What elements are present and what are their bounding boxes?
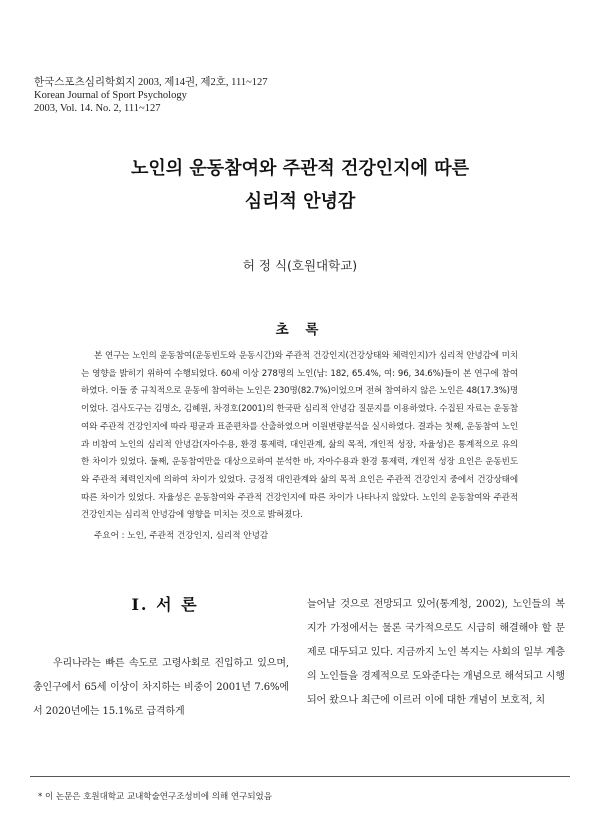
- journal-header: [34, 76, 268, 115]
- footnote-divider: [30, 776, 570, 777]
- title-line-2: 심리적 안녕감: [244, 191, 356, 212]
- journal-name-english: Korean Journal of Sport Psychology: [34, 90, 187, 101]
- journal-info-korean: 한국스포츠심리학회지 2003, 제14권, 제2호, 111~127: [34, 77, 268, 88]
- journal-volume-info: 2003, Vol. 14. No. 2, 111~127: [34, 103, 161, 114]
- abstract-heading: 초 록: [275, 322, 325, 338]
- body-column-right: 늘어날 것으로 전망되고 있어(통계청, 2002), 노인들의 복지가 가정에서는 물론 국가적으로도 시급히 해결해야 할 문제로 대두되고 있다. 지금까지 노인 복지는 사회의 일부 계층의 노인들을 경제적으로 도와준다는 개념으로 해석되고 시행되어 왔으나 최근에 이르러 이에 대한 개념이 보호적, 치: [307, 599, 565, 706]
- keywords: 주요어 : 노인, 주관적 건강인지, 심리적 안녕감: [94, 531, 269, 541]
- footnote: * 이 논문은 호원대학교 교내학술연구조성비에 의해 연구되었음: [38, 792, 272, 802]
- section-title: I. 서 론: [131, 595, 199, 614]
- body-column-left: 우리나라는 빠른 속도로 고령사회로 진입하고 있으며, 총인구에서 65세 이상이 차지하는 비중이 2001년 7.6%에서 2020년에는 15.1%로 급격하게: [33, 658, 289, 717]
- paper-title: [0, 152, 600, 218]
- author: 허 정 식(호원대학교): [242, 258, 358, 273]
- abstract-text: 본 연구는 노인의 운동참여(운동빈도와 운동시간)와 주관적 건강인지(건강상태와 체력인지)가 심리적 안녕감에 미치는 영향을 밝히기 위하여 수행되었다. 60세 이상 278명의 노인(남: 182, 65.4%, 여: 96, 34.6%)들이 본 연구에 참여하였다. 이들 중 규칙적으로 운동에 참여하는 노인은 230명(82.7%)이었으며 전혀 참여하지 않은 노인은 48(17.3%)명이었다. 검사도구는 김명소, 김혜원, 차경호(2001)의 한국판 심리적 안녕감 질문지를 이용하였다. 수집된 자료는 운동참여와 주관적 건강인지에 따라 평균과 표준편차를 산출하였으며 이원변량분석을 실시하였다. 결과는 첫째, 운동참여 노인과 비참여 노인의 심리적 안녕감(자아수용, 환경 통제력, 대인관계, 삶의 목적, 개인적 성장, 자율성)은 통계적으로 유의한 차이가 있었다. 둘째, 운동참여만을 대상으로하여 분석한 바, 자아수용과 환경 통제력, 개인적 성장 요인은 운동빈도와 주관적 체력인지에 의하여 차이가 있었다. 긍정적 대인관계와 삶의 목적 요인은 주관적 건강인지 중에서 건강상태에 따른 차이가 있었다. 자율성은 운동참여와 주관적 건강인지에 따른 차이가 나타나지 않았다. 노인의 운동참여와 주관적 건강인지는 심리적 안녕감에 영향을 미치는 것으로 밝혀졌다.: [81, 351, 518, 521]
- title-line-1: 노인의 운동참여와 주관적 건강인지에 따른: [130, 158, 470, 179]
